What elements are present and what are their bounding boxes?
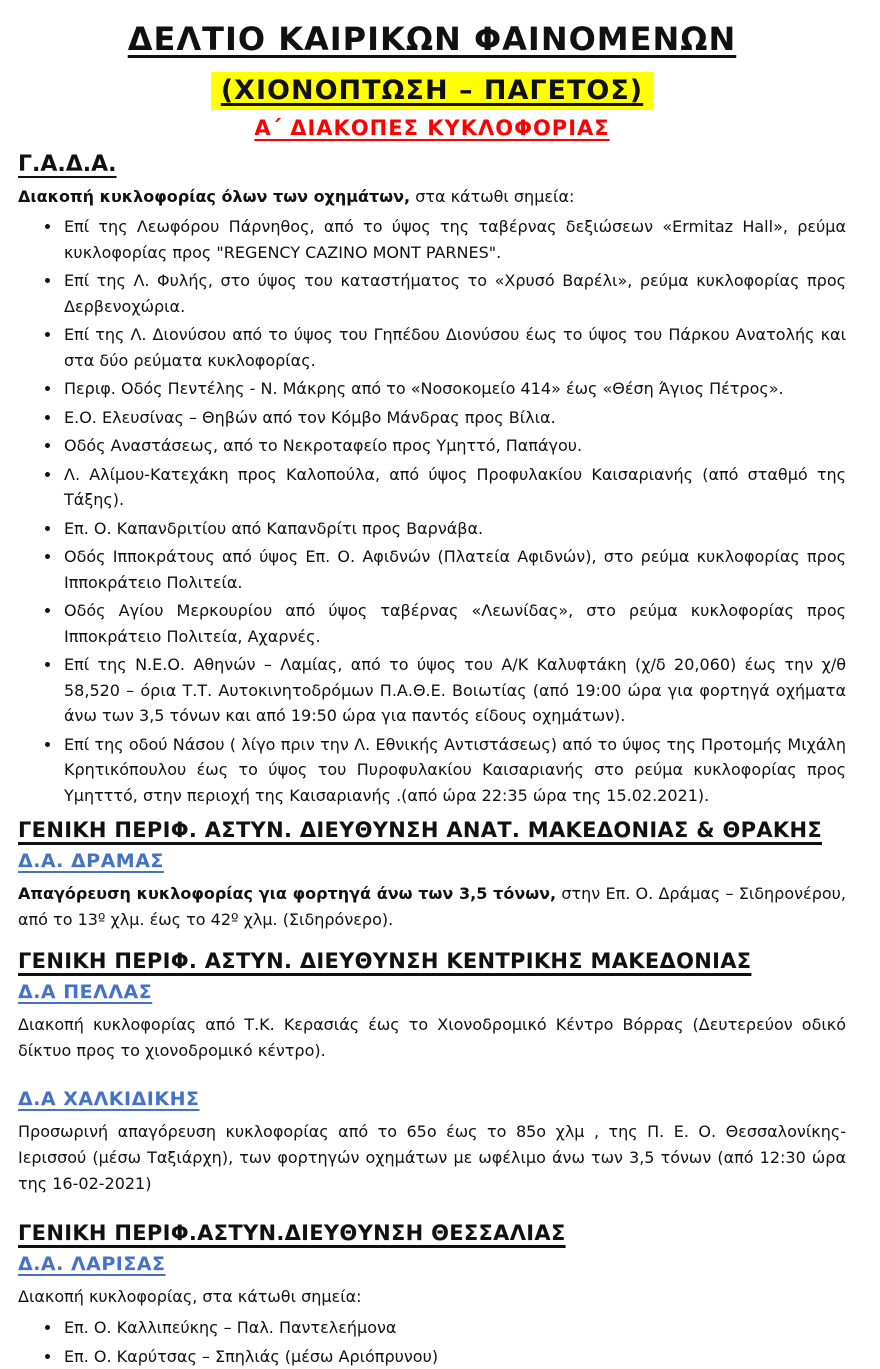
paragraph-bold-lead: Απαγόρευση κυκλοφορίας για φορτηγά άνω των 3,5 τόνων, [18,884,556,903]
list-item: • Επ. Ο. Καπανδριτίου από Καπανδρίτι προς Βαρνάβα. [62,516,846,542]
paragraph-rest: Διακοπή κυκλοφορίας, στα κάτωθι σημεία: [18,1287,362,1306]
list-item: • Οδός Αναστάσεως, από το Νεκροταφείο προς Υμηττό, Παπάγου. [62,433,846,459]
authority-heading-chalkidikis: Δ.Α ΧΑΛΚΙΔΙΚΗΣ [18,1088,846,1110]
list-item: • Λ. Αλίμου-Κατεχάκη προς Καλοπούλα, από ύψος Προφυλακίου Καισαριανής (από σταθμό της Τάξης). [62,462,846,513]
authority-heading-pellas: Δ.Α ΠΕΛΛΑΣ [18,981,846,1003]
list-item: • Επί της οδού Νάσου ( λίγο πριν την Λ. Εθνικής Αντιστάσεως) από το ύψος της Προτομής Μιχάλη Κρητικόπουλου έως το ύψος του Πυροφυλακίου Καισαριανής στο ρεύμα κυκλοφορίας προς Υμητττό, στην περιοχή της Καισαριανής .(από ώρα 22:35 ώρα της 15.02.2021). [62,732,846,809]
gada-traffic-stop-list [18,214,846,808]
list-item: • Οδός Αγίου Μερκουρίου από ύψος ταβέρνας «Λεωνίδας», στο ρεύμα κυκλοφορίας προς Ιπποκράτειο Πολιτεία, Αχαρνές. [62,598,846,649]
list-item: • Επί της Λ. Φυλής, στο ύψος του καταστήματος το «Χρυσό Βαρέλι», ρεύμα κυκλοφορίας προς Δερβενοχώρια. [62,268,846,319]
section-heading-gada: Γ.Α.Δ.Α. [18,152,846,177]
list-item: • Επί της Λεωφόρου Πάρνηθος, από το ύψος της ταβέρνας δεξιώσεων «Ermitaz Hall», ρεύμα κυκλοφορίας προς "REGENCY CAZINO MONT PARNES". [62,214,846,265]
authority-paragraph-chalkidikis [18,1119,846,1197]
authority-paragraph-dramas [18,881,846,933]
list-item: • Ε.Ο. Ελευσίνας – Θηβών από τον Κόμβο Μάνδρας προς Βίλια. [62,405,846,431]
list-item: • Επ. Ο. Καλλιπεύκης – Παλ. Παντελεήμονα [62,1315,846,1341]
subtitle-highlight-row [18,72,846,110]
gada-intro-paragraph [18,185,846,209]
region-heading-kentrikis-makedonias: ΓΕΝΙΚΗ ΠΕΡΙΦ. ΑΣΤΥΝ. ΔΙΕΥΘΥΝΣΗ ΚΕΝΤΡΙΚΗΣ ΜΑΚΕΔΟΝΙΑΣ [18,949,846,973]
region-heading-anat-makedonias-thrakis: ΓΕΝΙΚΗ ΠΕΡΙΦ. ΑΣΤΥΝ. ΔΙΕΥΘΥΝΣΗ ΑΝΑΤ. ΜΑΚΕΔΟΝΙΑΣ & ΘΡΑΚΗΣ [18,818,846,842]
list-item: • Επί της Ν.Ε.Ο. Αθηνών – Λαμίας, από το ύψος του Α/Κ Καλυφτάκη (χ/δ 20,060) έως την χ/θ 58,520 – όρια Τ.Τ. Αυτοκινητοδρόμων Π.Α.Θ.Ε. Βοιωτίας (από 19:00 ώρα για φορτηγά οχήματα άνω των 3,5 τόνων και από 19:50 ώρα για παντός είδους οχημάτων). [62,652,846,729]
authority-paragraph-pellas [18,1012,846,1064]
subtitle-red: Α΄ ΔΙΑΚΟΠΕΣ ΚΥΚΛΟΦΟΡΙΑΣ [18,116,846,140]
gada-intro-rest: στα κάτωθι σημεία: [410,187,574,206]
authority-heading-larisas: Δ.Α. ΛΑΡΙΣΑΣ [18,1253,846,1275]
list-item: • Επ. Ο. Καρύτσας – Σπηλιάς (μέσω Αριόπρυνου) [62,1344,846,1369]
subtitle-highlighted: (ΧΙΟΝΟΠΤΩΣΗ – ΠΑΓΕΤΟΣ) [211,72,653,110]
list-item: • Οδός Ιπποκράτους από ύψος Επ. Ο. Αφιδνών (Πλατεία Αφιδνών), στο ρεύμα κυκλοφορίας προς Ιπποκράτειο Πολιτεία. [62,544,846,595]
authority-heading-dramas: Δ.Α. ΔΡΑΜΑΣ [18,850,846,872]
list-item: • Περιφ. Οδός Πεντέλης - Ν. Μάκρης από το «Νοσοκομείο 414» έως «Θέση Άγιος Πέτρος». [62,376,846,402]
larisas-traffic-stop-list [18,1315,846,1369]
paragraph-rest: Προσωρινή απαγόρευση κυκλοφορίας από το 65ο έως το 85ο χλμ , της Π. Ε. Ο. Θεσσαλονίκης-Ιερισσού (μέσω Ταξιάρχη), των φορτηγών οχημάτων με ωφέλιμο άνω των 3,5 τόνων (από 12:30 ώρα της 16-02-2021) [18,1122,846,1193]
page-title: ΔΕΛΤΙΟ ΚΑΙΡΙΚΩΝ ΦΑΙΝΟΜΕΝΩΝ [18,20,846,58]
paragraph-rest: Διακοπή κυκλοφορίας από Τ.Κ. Κερασιάς έως το Χιονοδρομικό Κέντρο Βόρρας (Δευτερεύον οδικό δίκτυο προς το χιονοδρομικό κέντρο). [18,1015,846,1060]
paragraph-rest: στην Επ. Ο. Δράμας – Σιδηρονέρου, από το 13º χλμ. έως το 42º χλμ. (Σιδηρόνερο). [18,884,846,929]
gada-intro-bold: Διακοπή κυκλοφορίας όλων των οχημάτων, [18,187,410,206]
list-item: • Επί της Λ. Διονύσου από το ύψος του Γηπέδου Διονύσου έως το ύψος του Πάρκου Ανατολής και στα δύο ρεύματα κυκλοφορίας. [62,322,846,373]
region-heading-thessalias: ΓΕΝΙΚΗ ΠΕΡΙΦ.ΑΣΤΥΝ.ΔΙΕΥΘΥΝΣΗ ΘΕΣΣΑΛΙΑΣ [18,1221,846,1245]
